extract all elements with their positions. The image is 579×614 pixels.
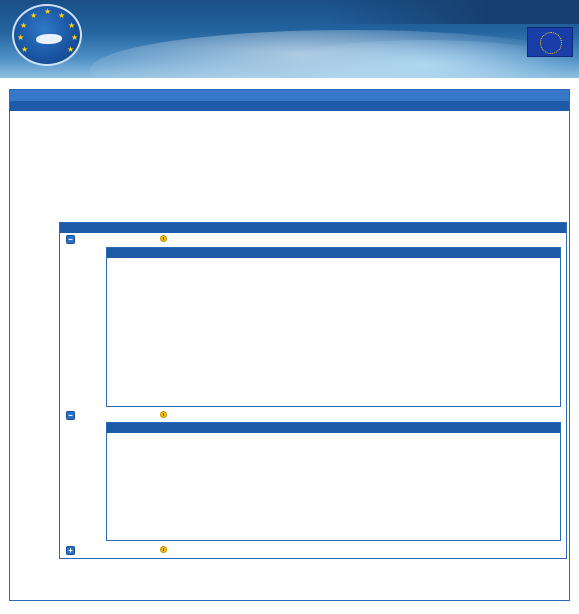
seadatanet-logo: ★ ★ ★ ★ ★ ★ ★ ★ ★	[12, 4, 82, 66]
p021-fisheries-list	[106, 422, 561, 541]
collapse-button[interactable]: −	[66, 235, 75, 244]
list-item	[60, 544, 566, 557]
header-banner	[0, 0, 579, 78]
outer-list-header	[10, 101, 569, 111]
p021-list-header	[107, 423, 560, 433]
p021-fish-list	[106, 247, 561, 407]
p031-list-header	[60, 223, 566, 233]
info-icon[interactable]	[160, 235, 167, 242]
results-panel	[9, 89, 570, 601]
p031-list	[59, 222, 567, 559]
info-icon[interactable]	[160, 546, 167, 553]
list-item	[60, 409, 566, 422]
info-icon[interactable]	[160, 411, 167, 418]
list-item	[60, 233, 566, 246]
p021-list-header	[107, 248, 560, 258]
eu-flag-icon	[527, 27, 573, 57]
expand-button[interactable]: +	[66, 546, 75, 555]
results-title	[10, 90, 569, 101]
collapse-button[interactable]: −	[66, 411, 75, 420]
